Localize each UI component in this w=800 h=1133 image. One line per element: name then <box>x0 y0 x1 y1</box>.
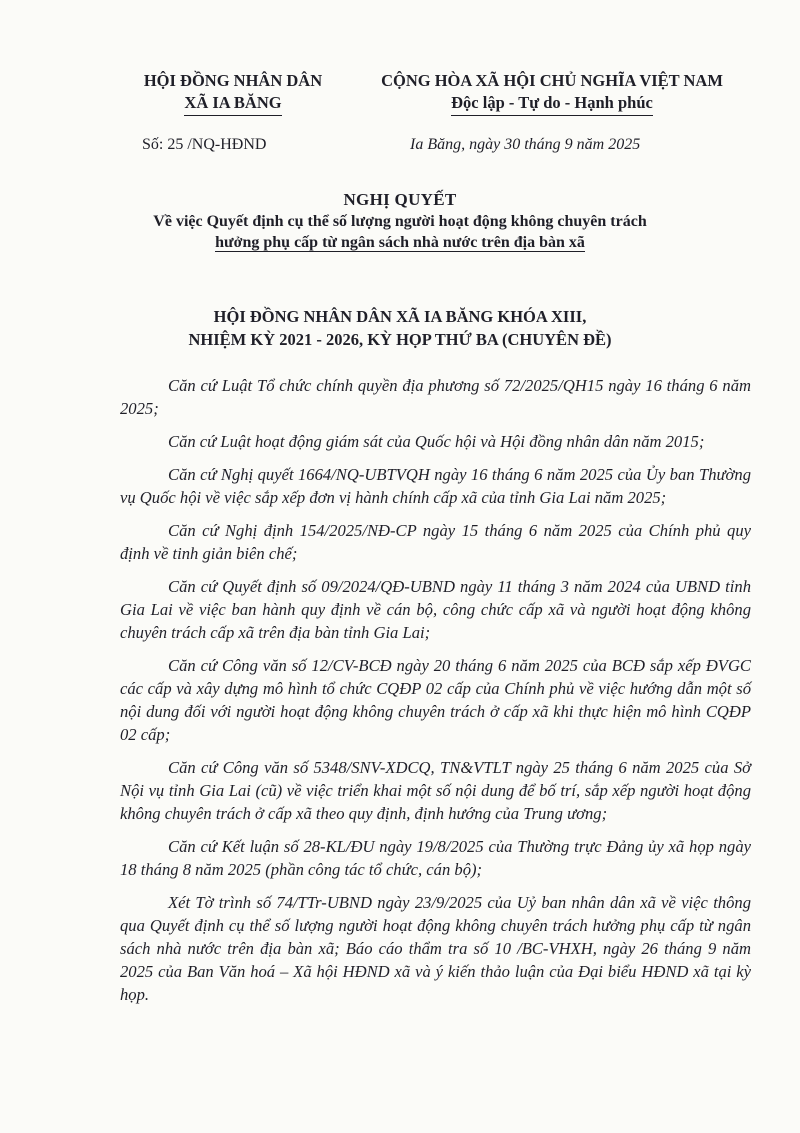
paragraph: Căn cứ Nghị quyết 1664/NQ-UBTVQH ngày 16 tháng 6 năm 2025 của Ủy ban Thường vụ Quốc hội về việc sắp xếp đơn vị hành chính cấp xã của tỉnh Gia Lai năm 2025; <box>120 465 751 507</box>
paragraph: Căn cứ Công văn số 5348/SNV-XDCQ, TN&VTLT ngày 25 tháng 6 năm 2025 của Sở Nội vụ tỉnh Gia Lai (cũ) về việc triển khai một số nội dung để bố trí, sắp xếp người hoạt động không chuyên trách ở cấp xã theo quy định, định hướng của Trung ương; <box>120 758 751 823</box>
council-heading <box>80 305 720 351</box>
paragraph: Căn cứ Công văn số 12/CV-BCĐ ngày 20 tháng 6 năm 2025 của BCĐ sắp xếp ĐVGC các cấp và xây dựng mô hình tổ chức CQĐP 02 cấp của Chính phủ về việc hướng dẫn một số nội dung đối với người hoạt động không chuyên trách ở cấp xã khi thực hiện mô hình CQĐP 02 cấp; <box>120 656 751 744</box>
paragraph: Căn cứ Nghị định 154/2025/NĐ-CP ngày 15 tháng 6 năm 2025 của Chính phủ quy định về tinh giản biên chế; <box>120 521 751 563</box>
title-line2: hưởng phụ cấp từ ngân sách nhà nước trên địa bàn xã <box>215 234 585 251</box>
issuing-authority <box>118 70 348 116</box>
council-line1: HỘI ĐỒNG NHÂN DÂN XÃ IA BĂNG KHÓA XIII, <box>213 307 587 326</box>
paragraph: Căn cứ Kết luận số 28-KL/ĐU ngày 19/8/2025 của Thường trực Đảng ủy xã họp ngày 18 tháng 8 năm 2025 (phần công tác tổ chức, cán bộ); <box>120 837 751 879</box>
document-body <box>120 374 751 1016</box>
paragraph: Căn cứ Quyết định số 09/2024/QĐ-UBND ngày 11 tháng 3 năm 2024 của UBND tỉnh Gia Lai về việc ban hành quy định về cán bộ, công chức cấp xã và người hoạt động không chuyên trách cấp xã trên địa bàn tỉnh Gia Lai; <box>120 577 751 642</box>
title-line1: Về việc Quyết định cụ thể số lượng người hoạt động không chuyên trách <box>153 213 647 230</box>
org-line1: HỘI ĐỒNG NHÂN DÂN <box>143 71 323 90</box>
council-line2: NHIỆM KỲ 2021 - 2026, KỲ HỌP THỨ BA (CHUYÊN ĐỀ) <box>188 330 612 349</box>
org-line2: XÃ IA BĂNG <box>184 92 281 116</box>
paragraph: Căn cứ Luật hoạt động giám sát của Quốc hội và Hội đồng nhân dân năm 2015; <box>168 432 705 451</box>
paragraph: Xét Tờ trình số 74/TTr-UBND ngày 23/9/2025 của Uỷ ban nhân dân xã về việc thông qua Quyết định cụ thể số lượng người hoạt động không chuyên trách hưởng phụ cấp từ ngân sách nhà nước trên địa bàn xã; Báo cáo thẩm tra số 10 /BC-VHXH, ngày 26 tháng 9 năm 2025 của Ban Văn hoá – Xã hội HĐND xã và ý kiến thảo luận của Đại biểu HĐND xã tại kỳ họp. <box>120 893 751 1004</box>
place-date: Ia Băng, ngày 30 tháng 9 năm 2025 <box>410 136 641 153</box>
nation-line1: CỘNG HÒA XÃ HỘI CHỦ NGHĨA VIỆT NAM <box>381 71 723 90</box>
title-kind: NGHỊ QUYẾT <box>343 190 457 209</box>
document-number: Số: 25 /NQ-HĐND <box>142 136 267 153</box>
document-title <box>80 189 720 253</box>
paragraph: Căn cứ Luật Tổ chức chính quyền địa phương số 72/2025/QH15 ngày 16 tháng 6 năm 2025; <box>120 376 751 418</box>
national-motto <box>352 70 752 116</box>
nation-line2: Độc lập - Tự do - Hạnh phúc <box>451 92 653 116</box>
